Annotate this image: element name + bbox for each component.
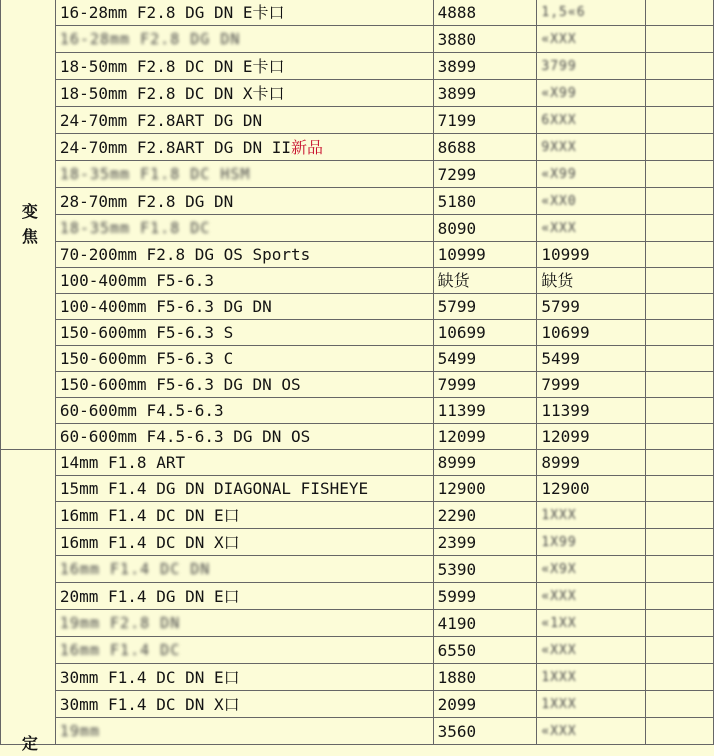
price-cell: 11399 <box>433 398 537 424</box>
model-cell <box>55 398 433 424</box>
price-cell: 5499 <box>433 346 537 372</box>
price2-cell: 8999 <box>537 450 646 476</box>
price2-cell <box>537 637 646 664</box>
price2-cell-obscured: «X99 <box>541 167 577 182</box>
price2-cell <box>537 53 646 80</box>
price2-cell: 5499 <box>537 346 646 372</box>
lens-price-table-body <box>1 0 714 753</box>
model-cell <box>55 320 433 346</box>
model-cell <box>55 556 433 583</box>
model-cell <box>55 134 433 161</box>
price-cell: 8999 <box>433 450 537 476</box>
extra-cell <box>646 691 714 718</box>
price-cell: 3899 <box>433 80 537 107</box>
price-cell: 5999 <box>433 583 537 610</box>
category-char: 变 <box>21 202 38 221</box>
model-cell <box>55 242 433 268</box>
table-row <box>1 529 714 556</box>
table-row <box>1 583 714 610</box>
model-name: 100-400mm F5-6.3 <box>59 271 214 290</box>
price2-cell <box>537 0 646 26</box>
price2-cell <box>537 556 646 583</box>
extra-cell <box>646 583 714 610</box>
table-row <box>1 320 714 346</box>
model-name-obscured: 16mm F1.4 DC <box>59 641 181 659</box>
model-cell <box>55 53 433 80</box>
extra-cell <box>646 610 714 637</box>
price-cell: 10699 <box>433 320 537 346</box>
extra-cell <box>646 134 714 161</box>
price2-cell <box>537 529 646 556</box>
model-cell <box>55 107 433 134</box>
model-name: 60-600mm F4.5-6.3 DG DN OS <box>59 427 311 446</box>
extra-cell <box>646 80 714 107</box>
price2-cell: 5799 <box>537 294 646 320</box>
extra-cell <box>646 242 714 268</box>
table-row <box>1 718 714 745</box>
model-name-obscured: 18-35mm F1.8 DC HSM <box>59 165 251 183</box>
table-row <box>1 398 714 424</box>
price2-cell <box>537 134 646 161</box>
price-cell: 2290 <box>433 502 537 529</box>
price2-cell <box>537 161 646 188</box>
price-cell: 6550 <box>433 637 537 664</box>
price2-cell <box>537 664 646 691</box>
extra-cell <box>646 268 714 294</box>
model-name: 100-400mm F5-6.3 DG DN <box>59 297 272 316</box>
price2-cell-obscured: 6XXX <box>541 113 577 128</box>
price-cell: 4190 <box>433 610 537 637</box>
price-cell: 2099 <box>433 691 537 718</box>
price2-cell <box>537 610 646 637</box>
price2-cell <box>537 80 646 107</box>
model-cell <box>55 26 433 53</box>
table-row <box>1 161 714 188</box>
price2-cell-obscured: «XXX <box>541 643 577 658</box>
extra-cell <box>646 637 714 664</box>
model-cell <box>55 583 433 610</box>
price-cell: 3560 <box>433 718 537 745</box>
price2-cell: 11399 <box>537 398 646 424</box>
extra-cell <box>646 476 714 502</box>
price-cell: 缺货 <box>433 268 537 294</box>
price2-cell-obscured: «1XX <box>541 616 577 631</box>
price2-cell-obscured: «X9X <box>541 562 577 577</box>
price2-cell-obscured: «XXX <box>541 589 577 604</box>
price2-cell-obscured: 9XXX <box>541 140 577 155</box>
price-cell: 7999 <box>433 372 537 398</box>
price2-cell: 7999 <box>537 372 646 398</box>
model-cell <box>55 294 433 320</box>
model-cell <box>55 346 433 372</box>
model-name: 150-600mm F5-6.3 DG DN OS <box>59 375 301 394</box>
price-cell: 5390 <box>433 556 537 583</box>
price2-cell <box>537 583 646 610</box>
model-cell <box>55 529 433 556</box>
model-cell <box>55 637 433 664</box>
table-row <box>1 346 714 372</box>
extra-cell <box>646 398 714 424</box>
extra-cell <box>646 215 714 242</box>
price-cell: 10999 <box>433 242 537 268</box>
price2-cell-obscured: «XXX <box>541 221 577 236</box>
extra-cell <box>646 107 714 134</box>
table-row <box>1 26 714 53</box>
model-name: 16mm F1.4 DC DN X口 <box>59 532 240 552</box>
model-name: 14mm F1.8 ART <box>59 453 186 472</box>
extra-cell <box>646 664 714 691</box>
model-cell <box>55 476 433 502</box>
extra-cell <box>646 718 714 745</box>
price-cell: 12900 <box>433 476 537 502</box>
price2-cell <box>537 107 646 134</box>
model-name-obscured: 16mm F1.4 DC DN <box>59 560 211 578</box>
price2-cell-obscured: «XXX <box>541 32 577 47</box>
table-row <box>1 0 714 26</box>
extra-cell <box>646 26 714 53</box>
price2-cell-obscured: 1XXX <box>541 670 577 685</box>
category-char: 定 <box>21 734 38 753</box>
model-name: 24-70mm F2.8ART DG DN <box>59 110 263 130</box>
table-row <box>1 107 714 134</box>
price2-cell: 12900 <box>537 476 646 502</box>
price2-cell-obscured: 1XXX <box>541 508 577 523</box>
price2-cell-obscured: 1,5«6 <box>541 5 586 20</box>
model-cell <box>55 161 433 188</box>
price2-cell-obscured: 3799 <box>541 59 577 74</box>
price-cell: 1880 <box>433 664 537 691</box>
table-row <box>1 294 714 320</box>
model-cell <box>55 424 433 450</box>
price2-cell: 10999 <box>537 242 646 268</box>
model-name-obscured: 19mm <box>59 722 100 740</box>
price-cell: 5799 <box>433 294 537 320</box>
price2-cell <box>537 502 646 529</box>
model-name: 150-600mm F5-6.3 S <box>59 323 234 342</box>
extra-cell <box>646 502 714 529</box>
model-name: 28-70mm F2.8 DG DN <box>59 191 234 211</box>
table-row <box>1 134 714 161</box>
price-cell: 7299 <box>433 161 537 188</box>
price2-cell-obscured: «XXX <box>541 724 577 739</box>
category-cell-prime <box>1 450 56 753</box>
table-row <box>1 215 714 242</box>
table-row <box>1 268 714 294</box>
price-cell: 2399 <box>433 529 537 556</box>
model-name-obscured: 16-28mm F2.8 DG DN <box>59 30 241 48</box>
extra-cell <box>646 53 714 80</box>
category-cell-zoom <box>1 0 56 450</box>
model-cell <box>55 215 433 242</box>
price-cell: 5180 <box>433 188 537 215</box>
extra-cell <box>646 294 714 320</box>
price2-cell <box>537 26 646 53</box>
price2-cell: 缺货 <box>537 268 646 294</box>
extra-cell <box>646 372 714 398</box>
model-name: 18-50mm F2.8 DC DN E卡口 <box>59 56 285 76</box>
price-cell: 8090 <box>433 215 537 242</box>
price2-cell: 12099 <box>537 424 646 450</box>
model-name: 16-28mm F2.8 DG DN E卡口 <box>59 2 285 22</box>
price2-cell <box>537 718 646 745</box>
table-row <box>1 637 714 664</box>
model-name-obscured: 18-35mm F1.8 DC <box>59 219 211 237</box>
model-cell <box>55 268 433 294</box>
table-row <box>1 450 714 476</box>
model-cell <box>55 372 433 398</box>
model-cell <box>55 664 433 691</box>
price2-cell <box>537 691 646 718</box>
model-cell <box>55 502 433 529</box>
extra-cell <box>646 556 714 583</box>
model-name: 150-600mm F5-6.3 C <box>59 349 234 368</box>
price-cell: 3880 <box>433 26 537 53</box>
model-cell <box>55 188 433 215</box>
table-row <box>1 610 714 637</box>
model-name-obscured: 19mm F2.8 DN <box>59 614 181 632</box>
table-row <box>1 664 714 691</box>
model-cell <box>55 0 433 26</box>
price2-cell <box>537 188 646 215</box>
extra-cell <box>646 161 714 188</box>
table-row <box>1 691 714 718</box>
table-row <box>1 424 714 450</box>
price2-cell-obscured: 1X99 <box>541 535 577 550</box>
model-name: 20mm F1.4 DG DN E口 <box>59 586 240 606</box>
model-cell <box>55 691 433 718</box>
price2-cell <box>537 215 646 242</box>
category-char: 焦 <box>21 227 38 246</box>
model-name: 18-50mm F2.8 DC DN X卡口 <box>59 83 285 103</box>
model-name: 70-200mm F2.8 DG OS Sports <box>59 245 311 264</box>
model-name: 30mm F1.4 DC DN X口 <box>59 694 240 714</box>
table-row <box>1 242 714 268</box>
table-row <box>1 188 714 215</box>
price2-cell-obscured: «XX0 <box>541 194 577 209</box>
model-name: 15mm F1.4 DG DN DIAGONAL FISHEYE <box>59 479 369 498</box>
model-name: 60-600mm F4.5-6.3 <box>59 401 224 420</box>
model-cell <box>55 610 433 637</box>
price-cell: 4888 <box>433 0 537 26</box>
price-cell: 8688 <box>433 134 537 161</box>
table-row <box>1 80 714 107</box>
extra-cell <box>646 320 714 346</box>
table-row <box>1 53 714 80</box>
extra-cell <box>646 188 714 215</box>
extra-cell <box>646 450 714 476</box>
table-row <box>1 372 714 398</box>
extra-cell <box>646 0 714 26</box>
model-cell <box>55 450 433 476</box>
model-cell <box>55 80 433 107</box>
model-name: 30mm F1.4 DC DN E口 <box>59 667 240 687</box>
price2-cell-obscured: 1XXX <box>541 697 577 712</box>
model-name: 24-70mm F2.8ART DG DN II <box>59 137 292 157</box>
extra-cell <box>646 346 714 372</box>
price-cell: 3899 <box>433 53 537 80</box>
table-row <box>1 502 714 529</box>
price-cell: 7199 <box>433 107 537 134</box>
extra-cell <box>646 424 714 450</box>
price2-cell: 10699 <box>537 320 646 346</box>
table-row <box>1 556 714 583</box>
model-name: 16mm F1.4 DC DN E口 <box>59 505 240 525</box>
price-cell: 12099 <box>433 424 537 450</box>
extra-cell <box>646 529 714 556</box>
new-badge: 新品 <box>291 137 324 157</box>
model-cell <box>55 718 433 745</box>
price2-cell-obscured: «X99 <box>541 86 577 101</box>
table-row <box>1 476 714 502</box>
